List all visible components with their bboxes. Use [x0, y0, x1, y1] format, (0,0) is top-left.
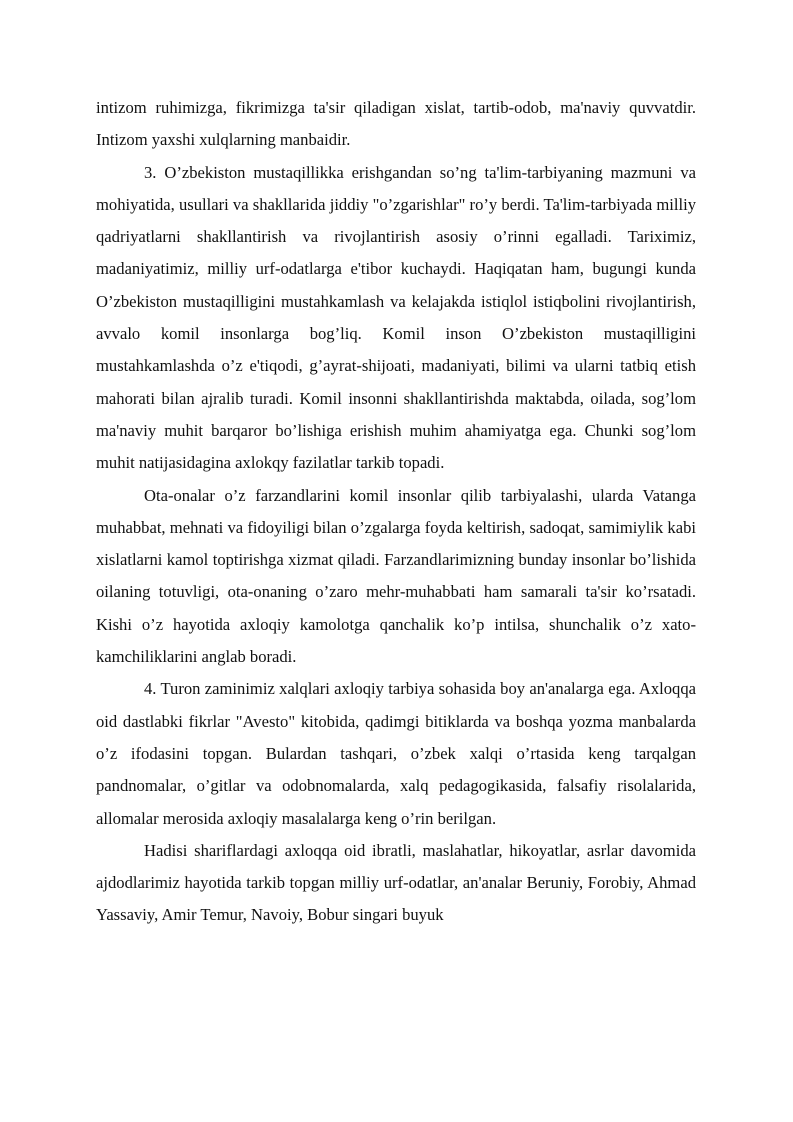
paragraph-1: intizom ruhimizga, fikrimizga ta'sir qiladigan xislat, tartib-odob, ma'naviy quvvatdir. Intizom yaxshi xulqlarning manbaidir. [96, 98, 696, 150]
paragraph-3: Ota-onalar o’z farzandlarini komil insonlar qilib tarbiyalashi, ularda Vatanga muhabbat, mehnati va fidoyiligi bilan o’zgalarga foyda keltirish, sadoqat, samimiylik kabi xislatlarni kamol toptirishga xizmat qiladi. Farzandlarimizning bunday insonlar bo’lishida oilaning totuvligi, ota-onaning o’zaro mehr-muhabbati ham samarali ta'sir ko’rsatadi. Kishi o’z hayotida axloqiy kamolotga qanchalik ko’p intilsa, shunchalik o’z xato-kamchiliklarini anglab boradi. [96, 485, 696, 667]
paragraph-2: 3. O’zbekiston mustaqillikka erishgandan so’ng ta'lim-tarbiyaning mazmuni va mohiyatida, usullari va shakllarida jiddiy "o’zgarishlar" ro’y berdi. Ta'lim-tarbiyada milliy qadriyatlarni shakllantirish va rivojlantirish asosiy o’rinni egalladi. Tariximiz, madaniyatimiz, milliy urf-odatlarga e'tibor kuchaydi. Haqiqatan ham, bugungi kunda O’zbekiston mustaqilligini mustahkamlash va kelajakda istiqlol istiqbolini rivojlantirish, avvalo komil insonlarga bog’liq. Komil inson O’zbekiston mustaqilligini mustahkamlashda o’z e'tiqodi, g’ayrat-shijoati, madaniyati, bilimi va ularni tatbiq etish mahorati bilan ajralib turadi. Komil insonni shakllantirishda maktabda, oilada, sog’lom ma'naviy muhit barqaror bo’lishiga erishish muhim ahamiyatga ega. Chunki sog’lom muhit natijasidagina axlokqy fazilatlar tarkib topadi. [96, 162, 696, 473]
paragraph-4: 4. Turon zaminimiz xalqlari axloqiy tarbiya sohasida boy an'analarga ega. Axloqqa oid dastlabki fikrlar "Avesto" kitobida, qadimgi bitiklarda va boshqa yozma manbalarda o’z ifodasini topgan. Bulardan tashqari, o’zbek xalqi o’rtasida keng tarqalgan pandnomalar, o’gitlar va odobnomalarda, xalq pedagogikasida, falsafiy risolalarida, allomalar merosida axloqiy masalalarga keng o’rin berilgan. [96, 679, 696, 828]
document-page [96, 92, 696, 932]
paragraph-5: Hadisi shariflardagi axloqqa oid ibratli, maslahatlar, hikoyatlar, asrlar davomida ajdodlarimiz hayotida tarkib topgan milliy urf-odatlar, an'analar Beruniy, Forobiy, Ahmad Yassaviy, Amir Temur, Navoiy, Bobur singari buyuk [96, 840, 696, 925]
